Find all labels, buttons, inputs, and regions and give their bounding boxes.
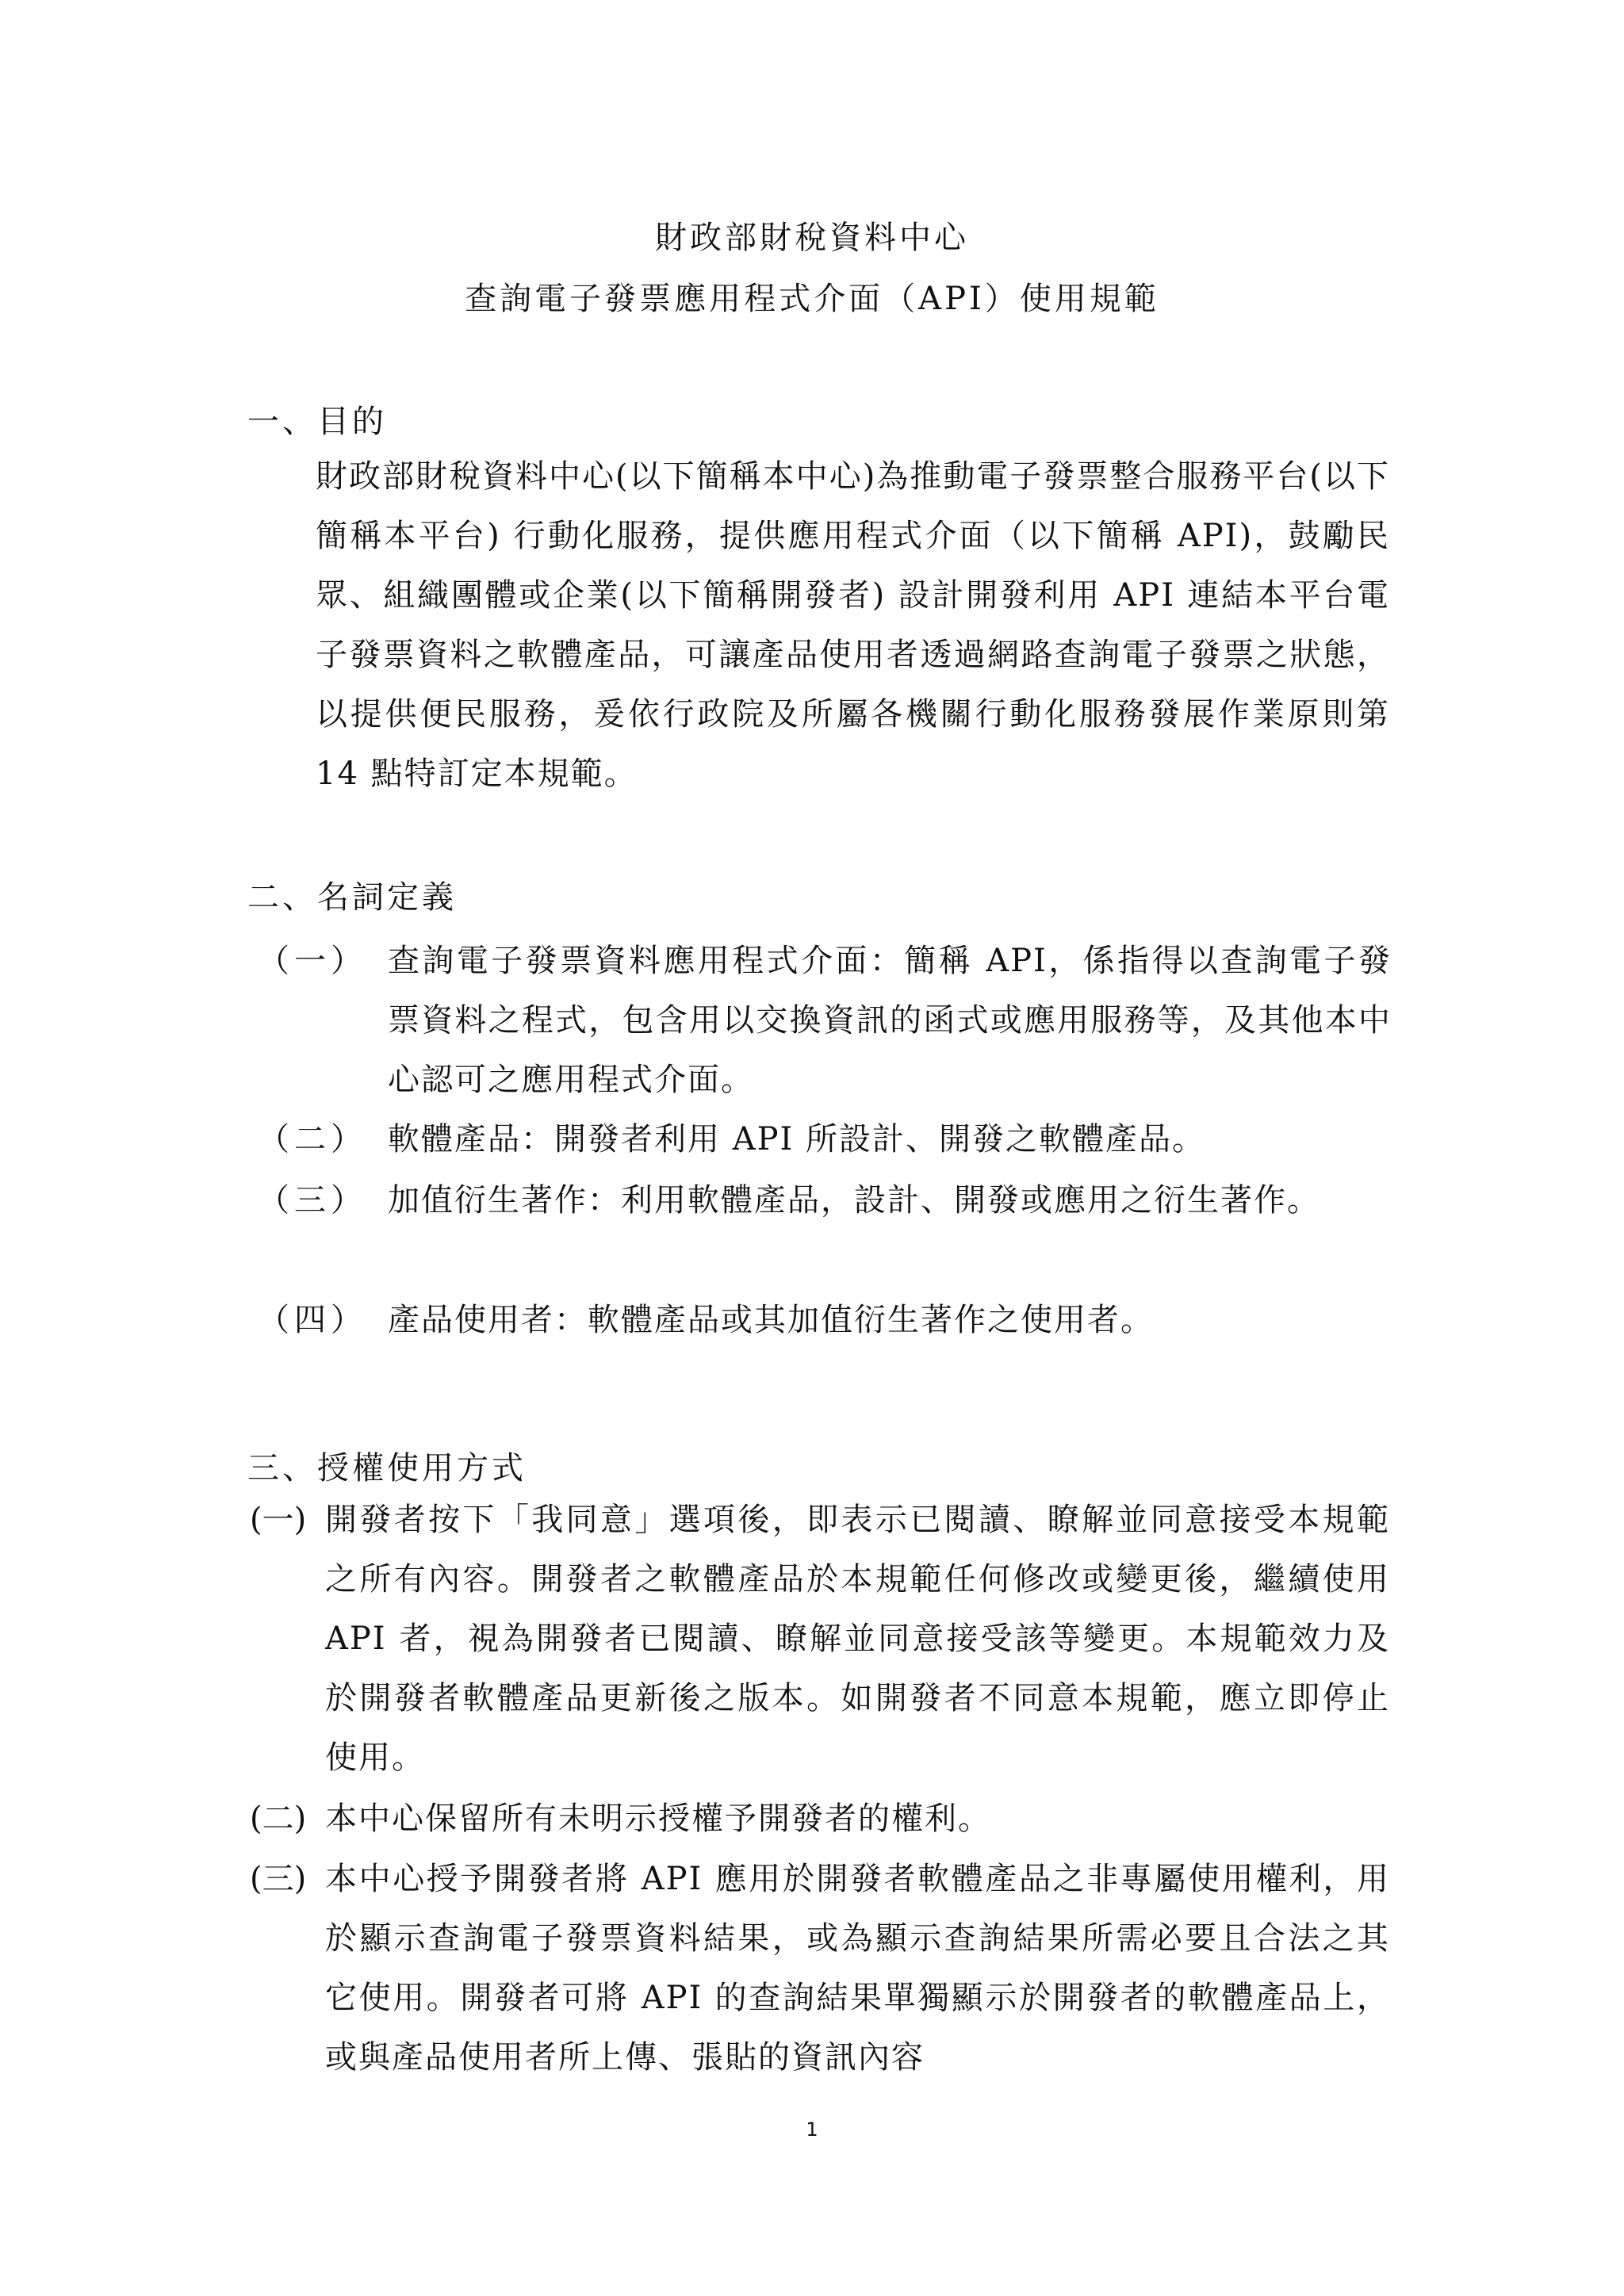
authorization-text: 開發者按下「我同意」選項後，即表示已閱讀、瞭解並同意接受本規範之所有內容。開發者之軟體產品於本規範任何修改或變更後，繼續使用 API 者，視為開發者已閱讀、瞭解並同意接受該等變更。本規範效力及於開發者軟體產品更新後之版本。如開發者不同意本規範，應立即停止使用。 bbox=[325, 1502, 1390, 1776]
authorization-item bbox=[250, 1490, 1390, 1788]
definition-item bbox=[258, 1110, 1392, 1169]
authorization-text: 本中心授予開發者將 API 應用於開發者軟體產品之非專屬使用權利，用於顯示查詢電子發票資料結果，或為顯示查詢結果所需必要且合法之其它使用。開發者可將 API 的查詢結果單獨顯示於開發者的軟體產品上，或與產品使用者所上傳、張貼的資訊內容 bbox=[325, 1861, 1390, 2076]
definition-text: 加值衍生著作：利用軟體產品，設計、開發或應用之衍生著作。 bbox=[388, 1182, 1320, 1219]
definition-item bbox=[258, 932, 1392, 1110]
definition-text: 軟體產品：開發者利用 API 所設計、開發之軟體產品。 bbox=[388, 1121, 1206, 1158]
definition-item bbox=[258, 1291, 1392, 1350]
section-heading-authorization: 三、授權使用方式 bbox=[247, 1450, 527, 1487]
definition-number: （一） bbox=[258, 943, 367, 979]
authorization-number: (一) bbox=[250, 1502, 307, 1538]
section-heading-definitions: 二、名詞定義 bbox=[247, 879, 457, 916]
authorization-item bbox=[250, 1789, 1390, 1849]
authorization-number: (三) bbox=[250, 1861, 307, 1897]
section-heading-purpose: 一、目的 bbox=[247, 404, 387, 440]
definition-number: （二） bbox=[258, 1121, 367, 1158]
definition-number: （三） bbox=[258, 1182, 367, 1219]
definition-text: 查詢電子發票資料應用程式介面：簡稱 API，係指得以查詢電子發票資料之程式，包含用以交換資訊的函式或應用服務等，及其他本中心認可之應用程式介面。 bbox=[388, 943, 1392, 1098]
purpose-paragraph: 財政部財稅資料中心(以下簡稱本中心)為推動電子發票整合服務平台(以下簡稱本平台) 行動化服務，提供應用程式介面（以下簡稱 API)，鼓勵民眾、組織團體或企業(以下簡稱開發者) 設計開發利用 API 連結本平台電子發票資料之軟體產品，可讓產品使用者透過網路查詢電子發票之狀態，以提供便民服務，爰依行政院及所屬各機關行動化服務發展作業原則第 14 點特訂定本規範。 bbox=[316, 458, 1390, 792]
authorization-item bbox=[250, 1850, 1390, 2087]
definition-item bbox=[258, 1171, 1392, 1230]
definition-number: （四） bbox=[258, 1302, 367, 1338]
page-number: 1 bbox=[806, 2118, 818, 2141]
authorization-number: (二) bbox=[250, 1800, 307, 1837]
document-org-title: 財政部財稅資料中心 bbox=[655, 220, 969, 256]
authorization-text: 本中心保留所有未明示授權予開發者的權利。 bbox=[325, 1800, 991, 1837]
definition-text: 產品使用者：軟體產品或其加值衍生著作之使用者。 bbox=[388, 1302, 1154, 1338]
document-title: 查詢電子發票應用程式介面（API）使用規範 bbox=[465, 281, 1159, 317]
